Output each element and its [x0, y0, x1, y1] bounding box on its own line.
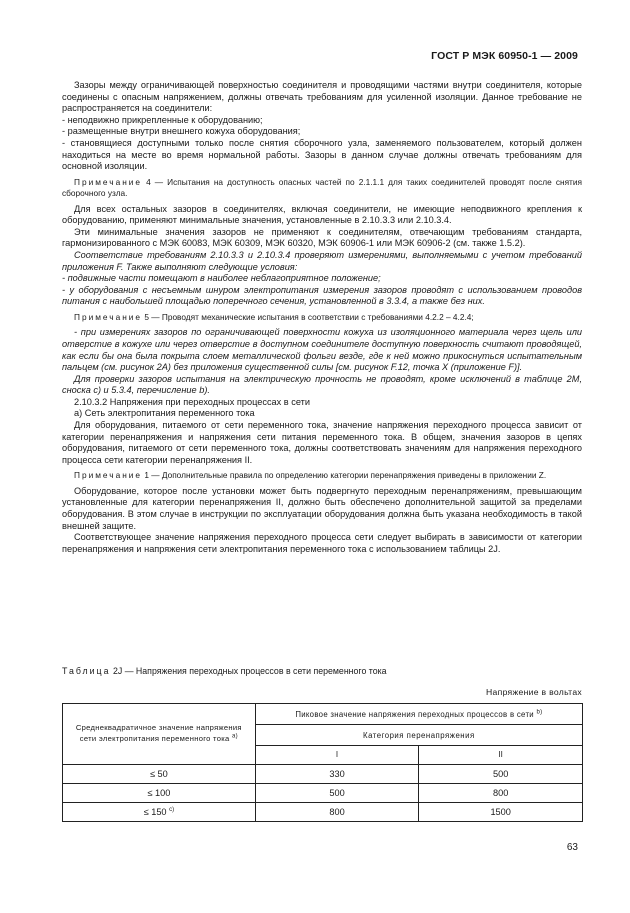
list-item: - становящиеся доступными только после снятия сборочного узла, заменяемого пользователем, который должен находиться на месте во время нормальной работы. Зазоры в данном случае должны отвечать требованиям для основной изоляции.: [62, 137, 582, 172]
compliance-item: - при измерениях зазоров по ограничивающей поверхности кожуха из изоляционного материала через щель или отверстие в кожухе или через отверстие в доступном соединителе доступную поверхность считают проводящей, как если бы она была покрыта слоем металлической фольги везде, где к ней можно прикоснуться испытательным пальцем (см. рисунок 2А) без приложения существенной силы [см. рисунок F.12, точка X (приложение F)].: [62, 327, 582, 373]
body-text: [62, 80, 582, 555]
note-label: Примечание: [74, 311, 143, 322]
paragraph: Для всех остальных зазоров в соединителях, включая соединители, не имеющие неподвижного крепления к оборудованию, применяют минимальные значения, установленные в 2.10.3.3 или 2.10.3.4.: [62, 203, 582, 226]
col-header-peak-text: Пиковое значение напряжения переходных процессов в сети: [295, 709, 534, 719]
list-item: - неподвижно прикрепленные к оборудованию;: [62, 114, 263, 125]
cell-voltage: [63, 765, 256, 784]
note-1: [62, 470, 582, 481]
cell-class-2: 500: [419, 765, 583, 784]
table-row: [63, 765, 583, 784]
paragraph: Оборудование, которое после установки может быть подвергнуто переходным перенапряжениям, превышающим установленные для категории перенапряжения II, должно быть обеспечено дополнительной защитой за пределами оборудования. В этом случае в инструкции по эксплуатации оборудования должна быть указана необходимость в такой внешней защите.: [62, 485, 582, 531]
col-header-rms: [63, 704, 256, 765]
cell-class-2: 1500: [419, 803, 583, 822]
cell-voltage: [63, 784, 256, 803]
footnote-marker: с): [169, 806, 175, 813]
note-5: [62, 312, 582, 323]
cell-class-1: 500: [255, 784, 419, 803]
compliance-paragraph: Соответствие требованиям 2.10.3.3 и 2.10.3.4 проверяют измерениями, выполняемыми с учетом требований приложения F. Также выполняют следующие условия:: [62, 249, 582, 272]
cell-voltage: [63, 803, 256, 822]
note-label: Примечание: [74, 176, 143, 187]
paragraph: Для оборудования, питаемого от сети переменного тока, значение напряжения переходного процесса зависит от категории перенапряжения и напряжения сети питания переменного тока. В общем, значения зазоров в цепях оборудования, питаемого от сети переменного тока, должны соответствовать значениям для напряжения переходного процесса сети категории перенапряжения II.: [62, 420, 582, 465]
table-unit: Напряжение в вольтах: [486, 687, 582, 697]
table-row: [63, 803, 583, 822]
subsection-heading: а) Сеть электропитания переменного тока: [74, 408, 255, 419]
col-header-peak: [255, 704, 582, 725]
transient-voltage-table: [62, 703, 583, 822]
table-row: [63, 784, 583, 803]
col-header-class-1: I: [255, 745, 419, 764]
cell-class-1: 800: [255, 803, 419, 822]
paragraph: Эти минимальные значения зазоров не применяют к соединителям, отвечающим требованиям стандарта, гармонизированного с МЭК 60083, МЭК 60309, МЭК 60320, МЭК 60906-1 или МЭК 60906-2 (см. также 1.5.2).: [62, 226, 582, 249]
cell-voltage-text: ≤ 150: [143, 807, 167, 817]
compliance-paragraph: Для проверки зазоров испытания на электрическую прочность не проводят, кроме исключений в таблице 2М, сноска с) и 5.3.4, перечисление b).: [62, 373, 582, 396]
note-text: 4 — Испытания на доступность опасных частей по 2.1.1.1 для таких соединителей проводят после снятия сборочного узла.: [62, 176, 582, 199]
compliance-item: - у оборудования с несъемным шнуром электропитания измерения зазоров проводят с использованием проводов питания с наибольшей площадью поперечного сечения, установленной в 3.3.4, а также без них.: [62, 284, 582, 307]
list-item: - размещенные внутри внешнего кожуха оборудования;: [62, 126, 301, 137]
paragraph: Соответствующее значение напряжения переходного процесса сети следует выбирать в зависимости от категории перенапряжения и напряжения сети электропитания переменного тока с использованием таблицы 2J.: [62, 532, 582, 554]
page-number: 63: [566, 842, 578, 853]
paragraph: Зазоры между ограничивающей поверхностью соединителя и проводящими частями внутри соединителя, которые соединены с опасным напряжением, должны отвечать требованиям для усиленной изоляции. Данное требование не распространяется на соединители:: [62, 80, 582, 114]
col-header-category: Категория перенапряжения: [255, 725, 582, 745]
note-text: 5 — Проводят механические испытания в соответствии с требованиями 4.2.2 – 4.2.4;: [144, 311, 474, 322]
cell-class-1: 330: [255, 765, 419, 784]
table-caption-text: 2J — Напряжения переходных процессов в сети переменного тока: [112, 666, 387, 676]
cell-class-2: 800: [419, 784, 583, 803]
col-header-rms-text: Среднеквадратичное значение напряжения сети электропитания переменного тока: [75, 723, 242, 743]
table-caption: [62, 666, 582, 676]
table-label: Таблица: [62, 666, 111, 676]
cell-voltage-text: ≤ 50: [149, 769, 168, 779]
standard-header: ГОСТ Р МЭК 60950-1 — 2009: [431, 50, 578, 62]
note-label: Примечание: [74, 470, 143, 481]
col-header-class-2: II: [419, 745, 583, 764]
note-4: [62, 177, 582, 200]
cell-voltage-text: ≤ 100: [147, 788, 171, 798]
footnote-marker: а): [232, 733, 238, 740]
note-text: 1 — Дополнительные правила по определению категории перенапряжения приведены в приложении Z.: [144, 470, 547, 481]
section-heading: 2.10.3.2 Напряжения при переходных процессах в сети: [74, 396, 310, 407]
compliance-item: - подвижные части помещают в наиболее неблагоприятное положение;: [62, 273, 381, 284]
footnote-marker: b): [536, 709, 543, 716]
